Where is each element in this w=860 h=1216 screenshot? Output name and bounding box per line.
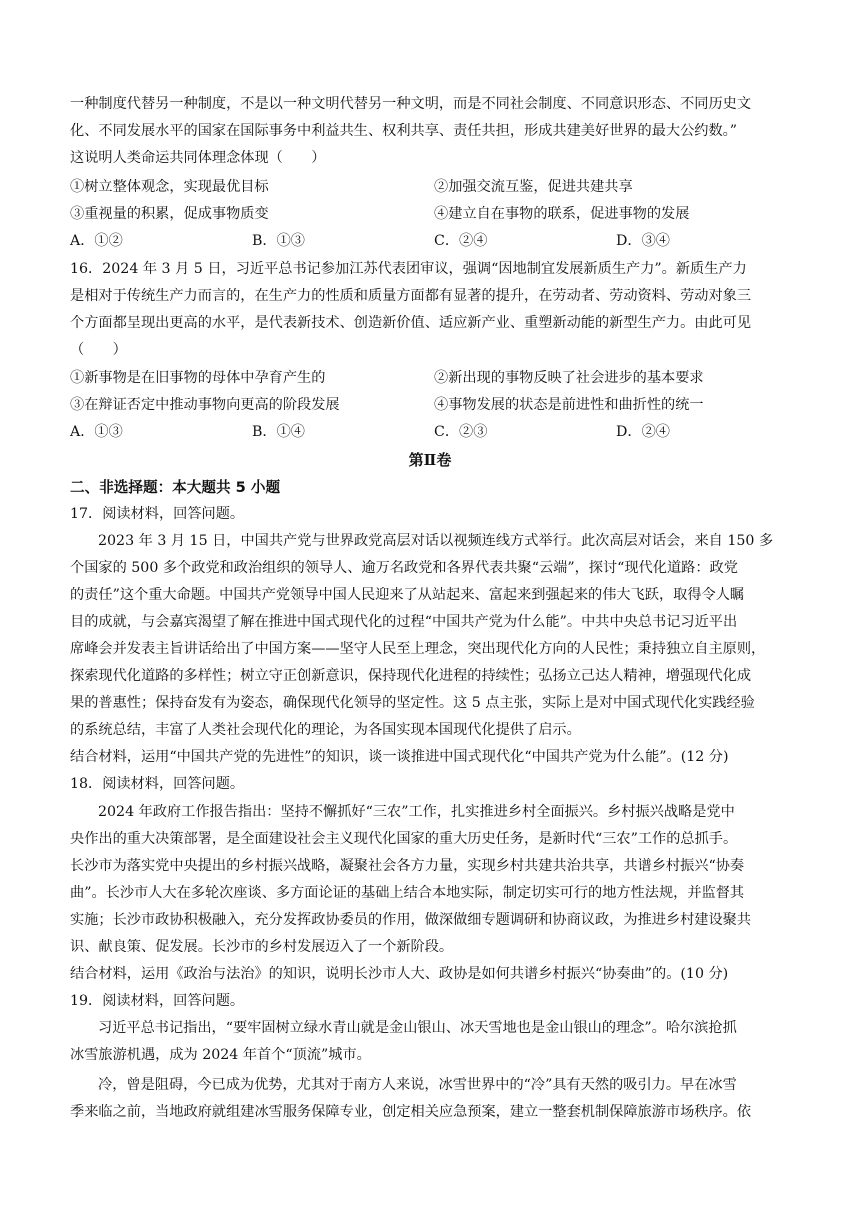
q18-heading: 18．阅读材料，回答问题。 (70, 776, 245, 792)
q16-option-4: ④事物发展的状态是前进性和曲折性的统一 (434, 397, 704, 413)
q19-heading: 19．阅读材料，回答问题。 (70, 993, 245, 1009)
q18-para-line: 曲”。长沙市人大在多轮次座谈、多方面论证的基础上结合本地实际，制定切实可行的地方性法规，并监督其 (70, 885, 745, 901)
q16-choice-c: C．②③ (434, 424, 488, 440)
q15-option-3: ③重视量的积累，促成事物质变 (70, 206, 269, 222)
q16-line-4: （ ） (70, 342, 127, 358)
q18-para-line: 识、献良策、促发展。长沙市的乡村发展迈入了一个新阶段。 (70, 939, 454, 955)
q16-option-3: ③在辩证否定中推动事物向更高的阶段发展 (70, 397, 340, 413)
q16-line-3: 个方面都呈现出更高的水平，是代表新技术、创造新价值、适应新产业、重塑新动能的新型生产力。由此可见 (70, 315, 752, 331)
q17-para-line: 席峰会并发表主旨讲话给出了中国方案——坚守人民至上理念，突出现代化方向的人民性；秉持独立自主原则， (70, 641, 766, 657)
q15-choice-d: D．③④ (616, 233, 670, 249)
q17-para-line: 的系统总结，丰富了人类社会现代化的理论，为各国实现本国现代化提供了启示。 (70, 722, 581, 738)
q18-para-line: 央作出的重大决策部署，是全面建设社会主义现代化国家的重大历史任务，是新时代“三农”工作的总抓手。 (70, 831, 738, 847)
q15-option-4: ④建立自在事物的联系，促进事物的发展 (434, 206, 690, 222)
q17-para-line: 个国家的 500 多个政党和政治组织的领导人、逾万名政党和各界代表共聚“云端”，探讨“现代化道路：政党 (70, 560, 738, 576)
q15-line-2: 化、不同发展水平的国家在国际事务中利益共生、权利共享、责任共担，形成共建美好世界的最大公约数。” (70, 123, 737, 139)
q15-option-2: ②加强交流互鉴，促进共建共享 (434, 179, 633, 195)
q16-choice-a: A．①③ (70, 424, 123, 440)
q18-para-line: 2024 年政府工作报告指出：坚持不懈抓好“三农”工作，扎实推进乡村全面振兴。乡村振兴战略是党中 (98, 804, 735, 820)
q15-choice-b: B．①③ (252, 233, 305, 249)
q17-para-line: 的责任”这个重大命题。中国共产党领导中国人民迎来了从站起来、富起来到强起来的伟大飞跃，取得令人瞩 (70, 587, 745, 603)
q19-para2-line: 季来临之前，当地政府就组建冰雪服务保障专业，创定相关应急预案，建立一整套机制保障旅游市场秩序。依 (70, 1104, 752, 1120)
q15-option-1: ①树立整体观念，实现最优目标 (70, 179, 269, 195)
section-title: 第Ⅱ卷 (408, 451, 452, 469)
q16-line-2: 是相对于传统生产力而言的，在生产力的性质和质量方面都有显著的提升，在劳动者、劳动资料、劳动对象三 (70, 288, 752, 304)
q17-para-line: 探索现代化道路的多样性；树立守正创新意识，保持现代化进程的持续性；弘扬立己达人精神，增强现代化成 (70, 668, 752, 684)
q15-line-3: 这说明人类命运共同体理念体现（ ） (70, 150, 326, 166)
q15-line-1: 一种制度代替另一种制度，不是以一种文明代替另一种文明，而是不同社会制度、不同意识形态、不同历史文 (70, 96, 752, 112)
q16-choice-d: D．②④ (616, 424, 670, 440)
q19-para1-line: 冰雪旅游机遇，成为 2024 年首个“顶流”城市。 (70, 1047, 371, 1063)
q17-para-line: 果的普惠性；保持奋发有为姿态，确保现代化领导的坚定性。这 5 点主张，实际上是对中国式现代化实践经验 (70, 695, 755, 711)
q18-task: 结合材料，运用《政治与法治》的知识，说明长沙市人大、政协是如何共谱乡村振兴“协奏曲”的。(10 分) (70, 966, 729, 982)
part-heading: 二、非选择题：本大题共 5 小题 (70, 479, 281, 496)
q16-option-1: ①新事物是在旧事物的母体中孕育产生的 (70, 370, 326, 386)
q15-choice-c: C．②④ (434, 233, 488, 249)
q19-para2-line: 冷，曾是阻碍，今已成为优势，尤其对于南方人来说，冰雪世界中的“冷”具有天然的吸引力。早在冰雪 (98, 1077, 737, 1093)
q15-choice-a: A．①② (70, 233, 123, 249)
q17-para-line: 2023 年 3 月 15 日，中国共产党与世界政党高层对话以视频连线方式举行。此次高层对话会，来自 150 多 (98, 533, 774, 549)
q18-para-line: 实施；长沙市政协积极融入，充分发挥政协委员的作用，做深做细专题调研和协商议政，为推进乡村建设聚共 (70, 912, 752, 928)
q18-para-line: 长沙市为落实党中央提出的乡村振兴战略，凝聚社会各方力量，实现乡村共建共治共享，共谱乡村振兴“协奏 (70, 858, 745, 874)
q17-task: 结合材料，运用“中国共产党的先进性”的知识，谈一谈推进中国式现代化“中国共产党为什么能”。(12 分) (70, 749, 729, 765)
q16-line-1: 16．2024 年 3 月 5 日，习近平总书记参加江苏代表团审议，强调“因地制宜发展新质生产力”。新质生产力 (70, 261, 747, 277)
q19-para1-line: 习近平总书记指出，“要牢固树立绿水青山就是金山银山、冰天雪地也是金山银山的理念”。哈尔滨抢抓 (98, 1020, 737, 1036)
q17-heading: 17．阅读材料，回答问题。 (70, 506, 245, 522)
q16-option-2: ②新出现的事物反映了社会进步的基本要求 (434, 370, 704, 386)
q16-choice-b: B．①④ (252, 424, 305, 440)
q17-para-line: 目的成就，与会嘉宾渴望了解在推进中国式现代化的过程“中国共产党为什么能”。中共中央总书记习近平出 (70, 614, 738, 630)
